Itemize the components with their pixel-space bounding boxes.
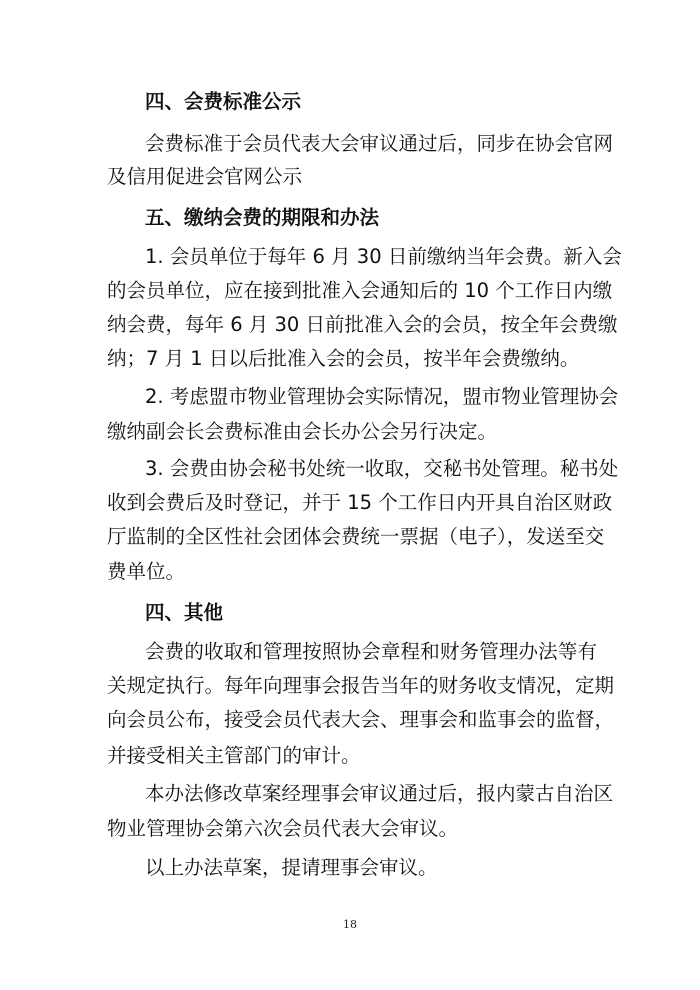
paragraph-line: 会费的收取和管理按照协会章程和财务管理办法等有 <box>145 640 597 663</box>
paragraph-line: 费单位。 <box>107 560 186 583</box>
section-heading-other: 四、其他 <box>145 601 224 624</box>
paragraph-line: 厅监制的全区性社会团体会费统一票据（电子），发送至交 <box>107 525 605 548</box>
paragraph-line: 的会员单位，应在接到批准入会通知后的 10 个工作日内缴 <box>107 279 613 302</box>
paragraph-line: 纳；7 月 1 日以后批准入会的会员，按半年会费缴纳。 <box>107 347 580 370</box>
paragraph-line: 关规定执行。每年向理事会报告当年的财务收支情况，定期 <box>107 674 615 697</box>
paragraph-line: 纳会费，每年 6 月 30 日前批准入会的会员，按全年会费缴 <box>107 313 618 336</box>
paragraph-line: 2. 考虑盟市物业管理协会实际情况，盟市物业管理协会 <box>145 385 619 408</box>
paragraph-line: 会费标准于会员代表大会审议通过后，同步在协会官网 <box>145 132 614 155</box>
paragraph-line: 及信用促进会官网公示 <box>107 165 303 188</box>
section-heading-payment: 五、缴纳会费的期限和办法 <box>145 206 380 229</box>
paragraph-line: 1. 会员单位于每年 6 月 30 日前缴纳当年会费。新入会 <box>145 245 622 268</box>
paragraph-line: 向会员公布，接受会员代表大会、理事会和监事会的监督， <box>107 708 615 731</box>
section-heading-fee-disclosure: 四、会费标准公示 <box>145 90 302 113</box>
paragraph-line: 缴纳副会长会费标准由会长办公会另行决定。 <box>107 420 498 443</box>
page-number: 18 <box>343 918 357 931</box>
paragraph-line: 收到会费后及时登记，并于 15 个工作日内开具自治区财政 <box>107 491 613 514</box>
paragraph-line: 以上办法草案，提请理事会审议。 <box>145 856 438 879</box>
paragraph-line: 3. 会费由协会秘书处统一收取，交秘书处管理。秘书处 <box>145 457 619 480</box>
paragraph-line: 并接受相关主管部门的审计。 <box>107 744 361 767</box>
paragraph-line: 本办法修改草案经理事会审议通过后，报内蒙古自治区 <box>145 782 614 805</box>
paragraph-line: 物业管理协会第六次会员代表大会审议。 <box>107 817 459 840</box>
